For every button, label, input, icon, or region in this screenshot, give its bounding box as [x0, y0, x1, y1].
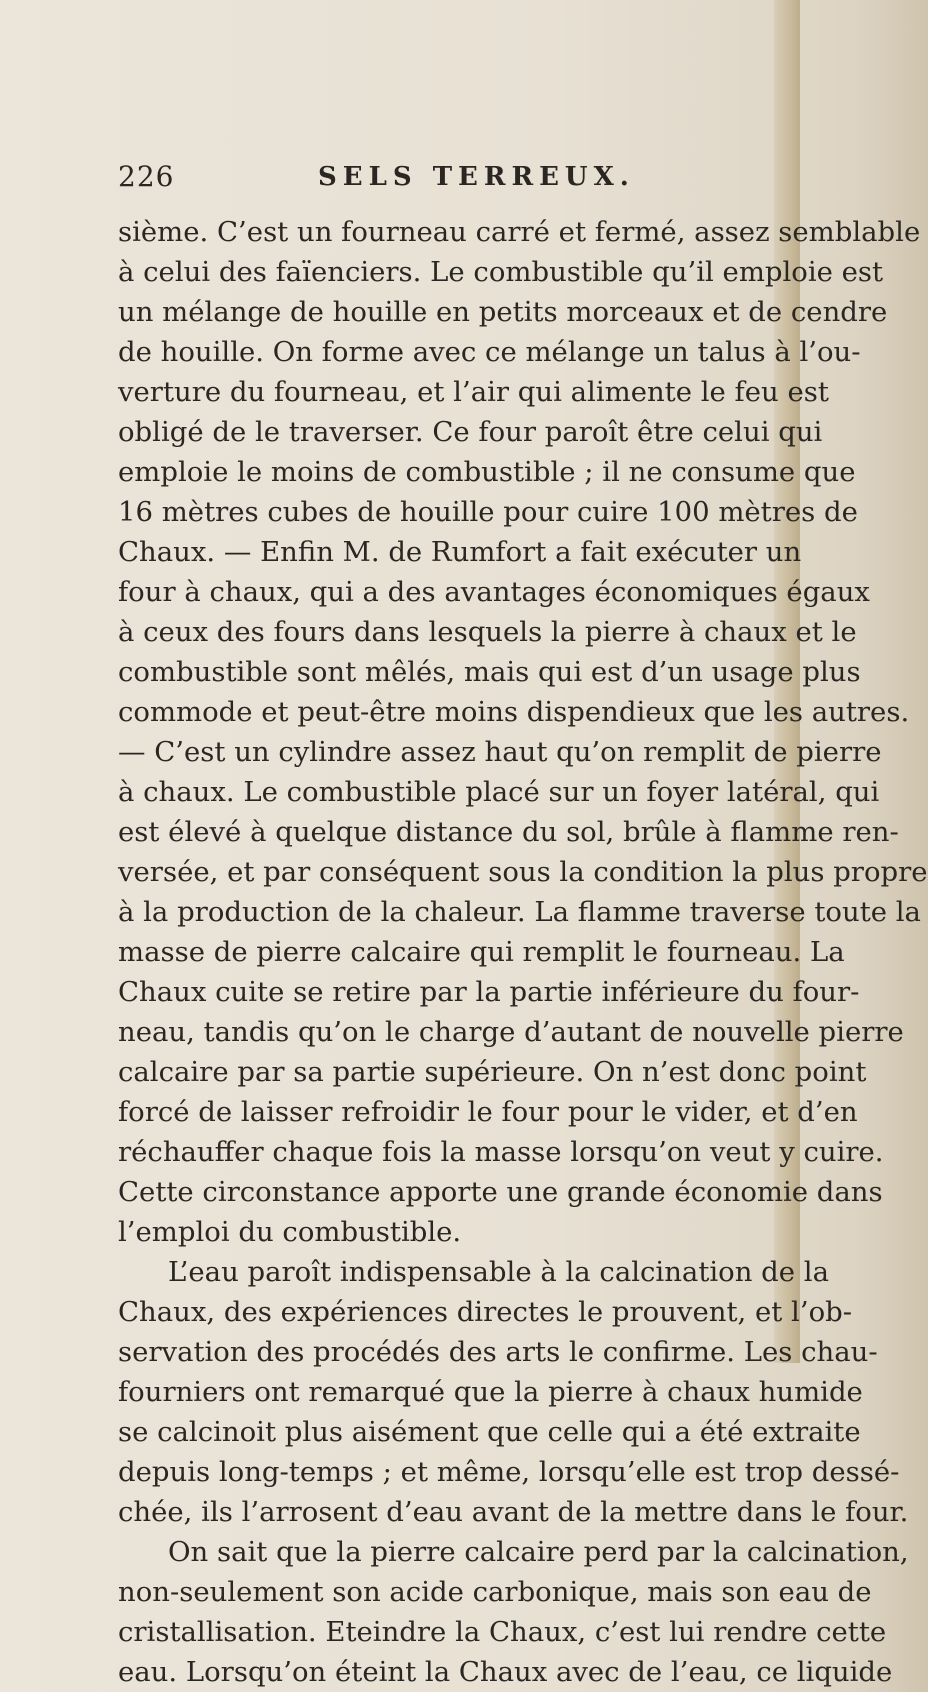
text-line: chée, ils l’arrosent d’eau avant de la mettre dans le four. [118, 1496, 909, 1528]
text-line: l’emploi du combustible. [118, 1216, 462, 1248]
text-line: fourniers ont remarqué que la pierre à chaux humide [118, 1376, 863, 1408]
body-text [118, 212, 928, 1692]
running-head [118, 160, 758, 194]
text-line: commode et peut-être moins dispendieux que les autres. [118, 696, 910, 728]
text-line: versée, et par conséquent sous la condition la plus propre [118, 856, 928, 888]
text-line: de houille. On forme avec ce mélange un talus à l’ou- [118, 336, 861, 368]
text-line: Cette circonstance apporte une grande économie dans [118, 1176, 883, 1208]
text-line: L’eau paroît indispensable à la calcination de la [168, 1256, 829, 1288]
text-line: sième. C’est un fourneau carré et fermé, assez semblable [118, 216, 921, 248]
text-line: four à chaux, qui a des avantages économiques égaux [118, 576, 870, 608]
text-line: servation des procédés des arts le confirme. Les chau- [118, 1336, 878, 1368]
text-line: cristallisation. Eteindre la Chaux, c’est lui rendre cette [118, 1616, 887, 1648]
text-line: est élevé à quelque distance du sol, brûle à flamme ren- [118, 816, 899, 848]
text-line: se calcinoit plus aisément que celle qui a été extraite [118, 1416, 861, 1448]
text-line: obligé de le traverser. Ce four paroît être celui qui [118, 416, 823, 448]
text-line: réchauffer chaque fois la masse lorsqu’on veut y cuire. [118, 1136, 884, 1168]
text-line: masse de pierre calcaire qui remplit le fourneau. La [118, 936, 845, 968]
text-line: Chaux. — Enfin M. de Rumfort a fait exécuter un [118, 536, 802, 568]
text-line: depuis long-temps ; et même, lorsqu’elle est trop dessé- [118, 1456, 900, 1488]
text-line: à celui des faïenciers. Le combustible qu’il emploie est [118, 256, 884, 288]
text-line: combustible sont mêlés, mais qui est d’un usage plus [118, 656, 861, 688]
page-number: 226 [118, 160, 175, 193]
text-line: emploie le moins de combustible ; il ne consume que [118, 456, 856, 488]
text-line: Chaux cuite se retire par la partie inférieure du four- [118, 976, 860, 1008]
running-title: SELS TERREUX. [318, 162, 635, 192]
text-line: calcaire par sa partie supérieure. On n’est donc point [118, 1056, 867, 1088]
text-line: à chaux. Le combustible placé sur un foyer latéral, qui [118, 776, 880, 808]
text-line: à ceux des fours dans lesquels la pierre à chaux et le [118, 616, 857, 648]
text-line: eau. Lorsqu’on éteint la Chaux avec de l’eau, ce liquide [118, 1656, 893, 1688]
text-line: verture du fourneau, et l’air qui alimente le feu est [118, 376, 829, 408]
text-line: — C’est un cylindre assez haut qu’on remplit de pierre [118, 736, 882, 768]
text-line: non-seulement son acide carbonique, mais son eau de [118, 1576, 872, 1608]
text-line: un mélange de houille en petits morceaux et de cendre [118, 296, 888, 328]
text-line: neau, tandis qu’on le charge d’autant de nouvelle pierre [118, 1016, 904, 1048]
text-line: Chaux, des expériences directes le prouvent, et l’ob- [118, 1296, 853, 1328]
text-line: à la production de la chaleur. La flamme traverse toute la [118, 896, 921, 928]
text-line: On sait que la pierre calcaire perd par la calcination, [168, 1536, 909, 1568]
text-line: forcé de laisser refroidir le four pour le vider, et d’en [118, 1096, 858, 1128]
text-line: 16 mètres cubes de houille pour cuire 100 mètres de [118, 496, 858, 528]
